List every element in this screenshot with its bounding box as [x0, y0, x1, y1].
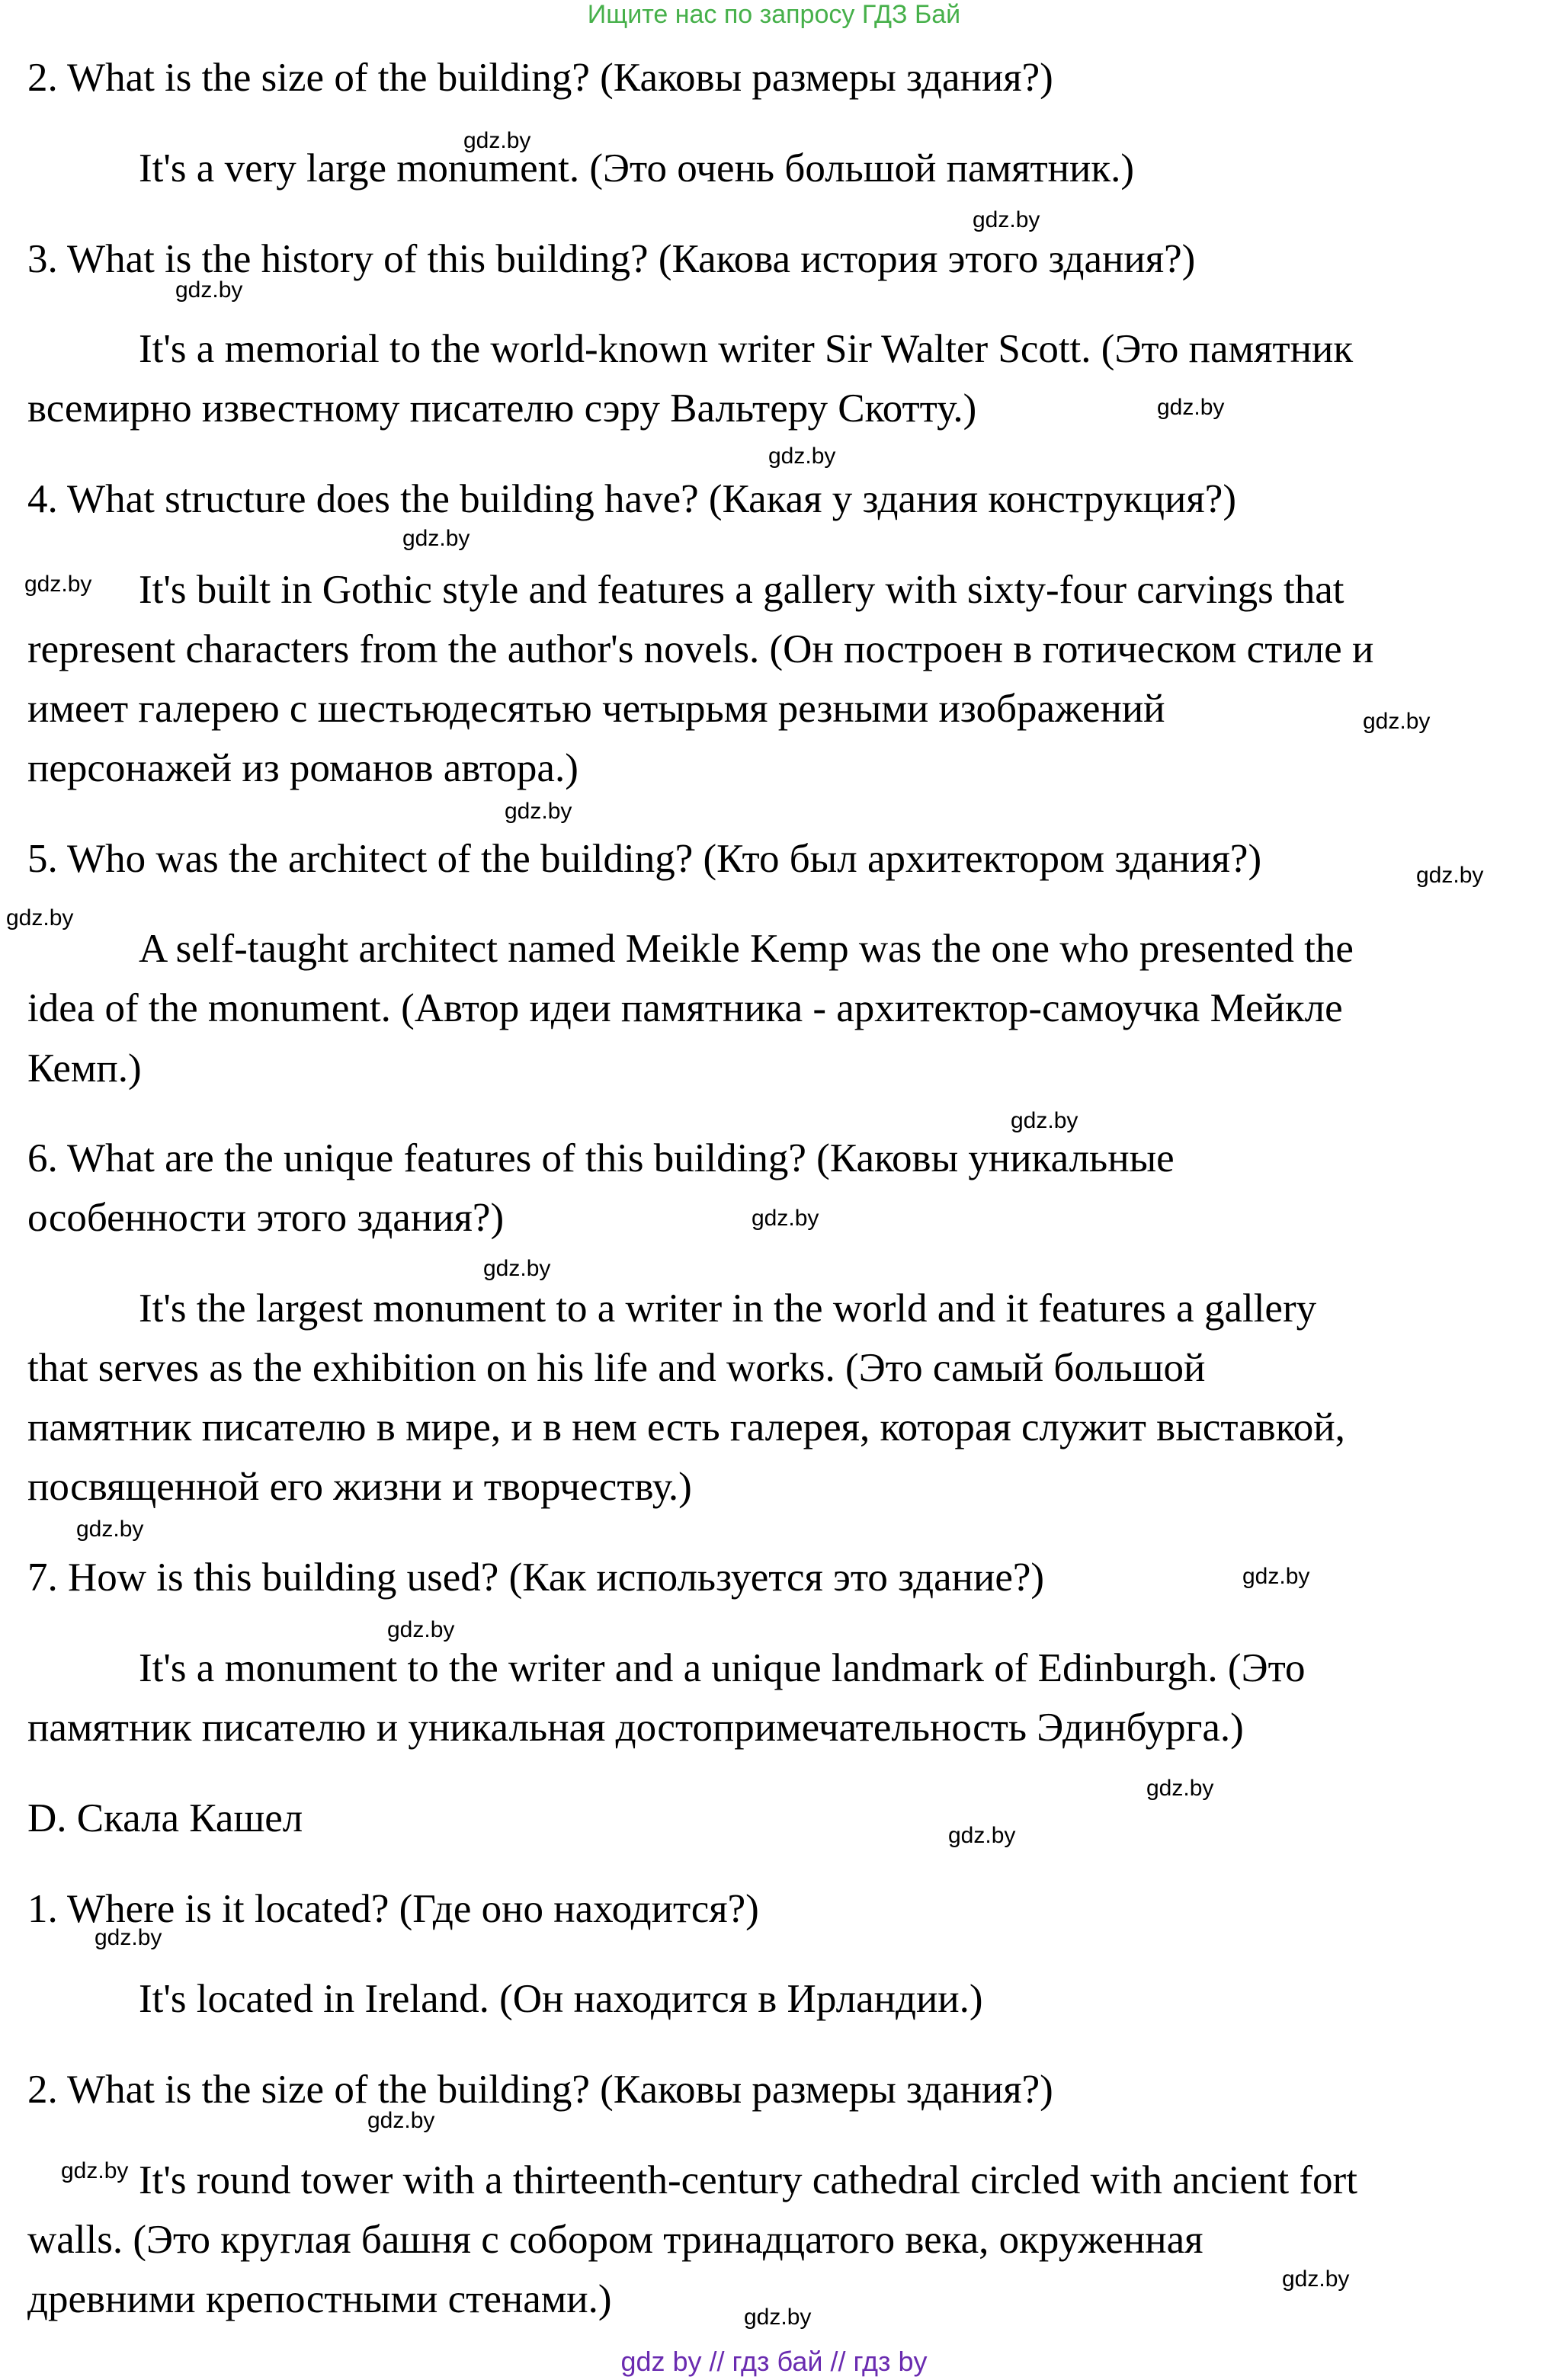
watermark: gdz.by: [483, 1256, 551, 1281]
watermark: gdz.by: [1416, 863, 1484, 888]
question-3-history: 3. What is the history of this building? (Какова история этого здания?): [27, 237, 1196, 281]
watermark: gdz.by: [1157, 395, 1225, 420]
answer-5-architect-line-1: A self-taught architect named Meikle Kemp was the one who presented the: [139, 927, 1354, 971]
watermark: gdz.by: [61, 2158, 129, 2183]
section-heading-d: D. Скала Кашел: [27, 1796, 303, 1840]
answer-4-structure-line-1: It's built in Gothic style and features a gallery with sixty-four carvings that: [139, 568, 1344, 612]
answer-4-structure-line-4: персонажей из романов автора.): [27, 746, 578, 790]
question-6-features-line-2: особенности этого здания?): [27, 1196, 505, 1240]
watermark: gdz.by: [1011, 1108, 1078, 1133]
answer-6-features-line-3: памятник писателю в мире, и в нем есть галерея, которая служит выставкой,: [27, 1405, 1345, 1449]
answer-3-history-line-2: всемирно известному писателю сэру Вальтеру Скотту.): [27, 386, 977, 431]
question-5-architect: 5. Who was the architect of the building? (Кто был архитектором здания?): [27, 837, 1262, 881]
watermark: gdz.by: [948, 1823, 1016, 1848]
watermark: gdz.by: [76, 1517, 144, 1542]
question-4-structure: 4. What structure does the building have? (Какая у здания конструкция?): [27, 477, 1236, 521]
watermark: gdz.by: [744, 2305, 812, 2330]
question-2-size: 2. What is the size of the building? (Каковы размеры здания?): [27, 56, 1053, 100]
question-6-features-line-1: 6. What are the unique features of this building? (Каковы уникальные: [27, 1136, 1175, 1180]
watermark: gdz.by: [95, 1925, 162, 1950]
site-footer[interactable]: gdz by // гдз бай // гдз by: [620, 2346, 928, 2377]
watermark: gdz.by: [387, 1617, 455, 1642]
answer-7-usage-line-1: It's a monument to the writer and a unique landmark of Edinburgh. (Это: [139, 1646, 1306, 1690]
watermark: gdz.by: [973, 207, 1040, 232]
answer-5-architect-line-2: idea of the monument. (Автор идеи памятника - архитектор-самоучка Мейкле: [27, 986, 1343, 1030]
watermark: gdz.by: [24, 572, 92, 597]
question-1-location: 1. Where is it located? (Где оно находится?): [27, 1887, 759, 1931]
watermark: gdz.by: [752, 1206, 819, 1231]
answer-4-structure-line-2: represent characters from the author's novels. (Он построен в готическом стиле и: [27, 627, 1374, 671]
question-2-size-cashel: 2. What is the size of the building? (Каковы размеры здания?): [27, 2068, 1053, 2112]
watermark: gdz.by: [505, 799, 572, 824]
answer-2-size-cashel-line-3: древними крепостными стенами.): [27, 2277, 612, 2321]
answer-1-location: It's located in Ireland. (Он находится в Ирландии.): [139, 1977, 983, 2021]
watermark: gdz.by: [402, 526, 470, 551]
site-banner[interactable]: Ищите нас по запросу ГДЗ Бай: [587, 0, 961, 29]
answer-6-features-line-4: посвященной его жизни и творчеству.): [27, 1465, 692, 1509]
answer-6-features-line-2: that serves as the exhibition on his life and works. (Это самый большой: [27, 1346, 1206, 1390]
watermark: gdz.by: [463, 128, 531, 153]
answer-2-size-cashel-line-1: It's round tower with a thirteenth-century cathedral circled with ancient fort: [139, 2158, 1357, 2202]
answer-4-structure-line-3: имеет галерею с шестьюдесятью четырьмя резными изображений: [27, 687, 1165, 731]
watermark: gdz.by: [768, 444, 836, 469]
answer-2-size: It's a very large monument. (Это очень большой памятник.): [139, 146, 1135, 191]
watermark: gdz.by: [1242, 1564, 1310, 1589]
watermark: gdz.by: [1363, 709, 1431, 734]
answer-5-architect-line-3: Кемп.): [27, 1046, 142, 1091]
question-7-usage: 7. How is this building used? (Как используется это здание?): [27, 1555, 1045, 1600]
watermark: gdz.by: [1282, 2266, 1350, 2292]
watermark: gdz.by: [6, 905, 74, 931]
answer-3-history-line-1: It's a memorial to the world-known writer Sir Walter Scott. (Это памятник: [139, 327, 1354, 371]
watermark: gdz.by: [1146, 1776, 1214, 1801]
watermark: gdz.by: [367, 2108, 435, 2133]
answer-2-size-cashel-line-2: walls. (Это круглая башня с собором тринадцатого века, окруженная: [27, 2218, 1203, 2262]
answer-6-features-line-1: It's the largest monument to a writer in the world and it features a gallery: [139, 1286, 1317, 1331]
answer-7-usage-line-2: памятник писателю и уникальная достопримечательность Эдинбурга.): [27, 1706, 1244, 1750]
watermark: gdz.by: [175, 277, 243, 303]
